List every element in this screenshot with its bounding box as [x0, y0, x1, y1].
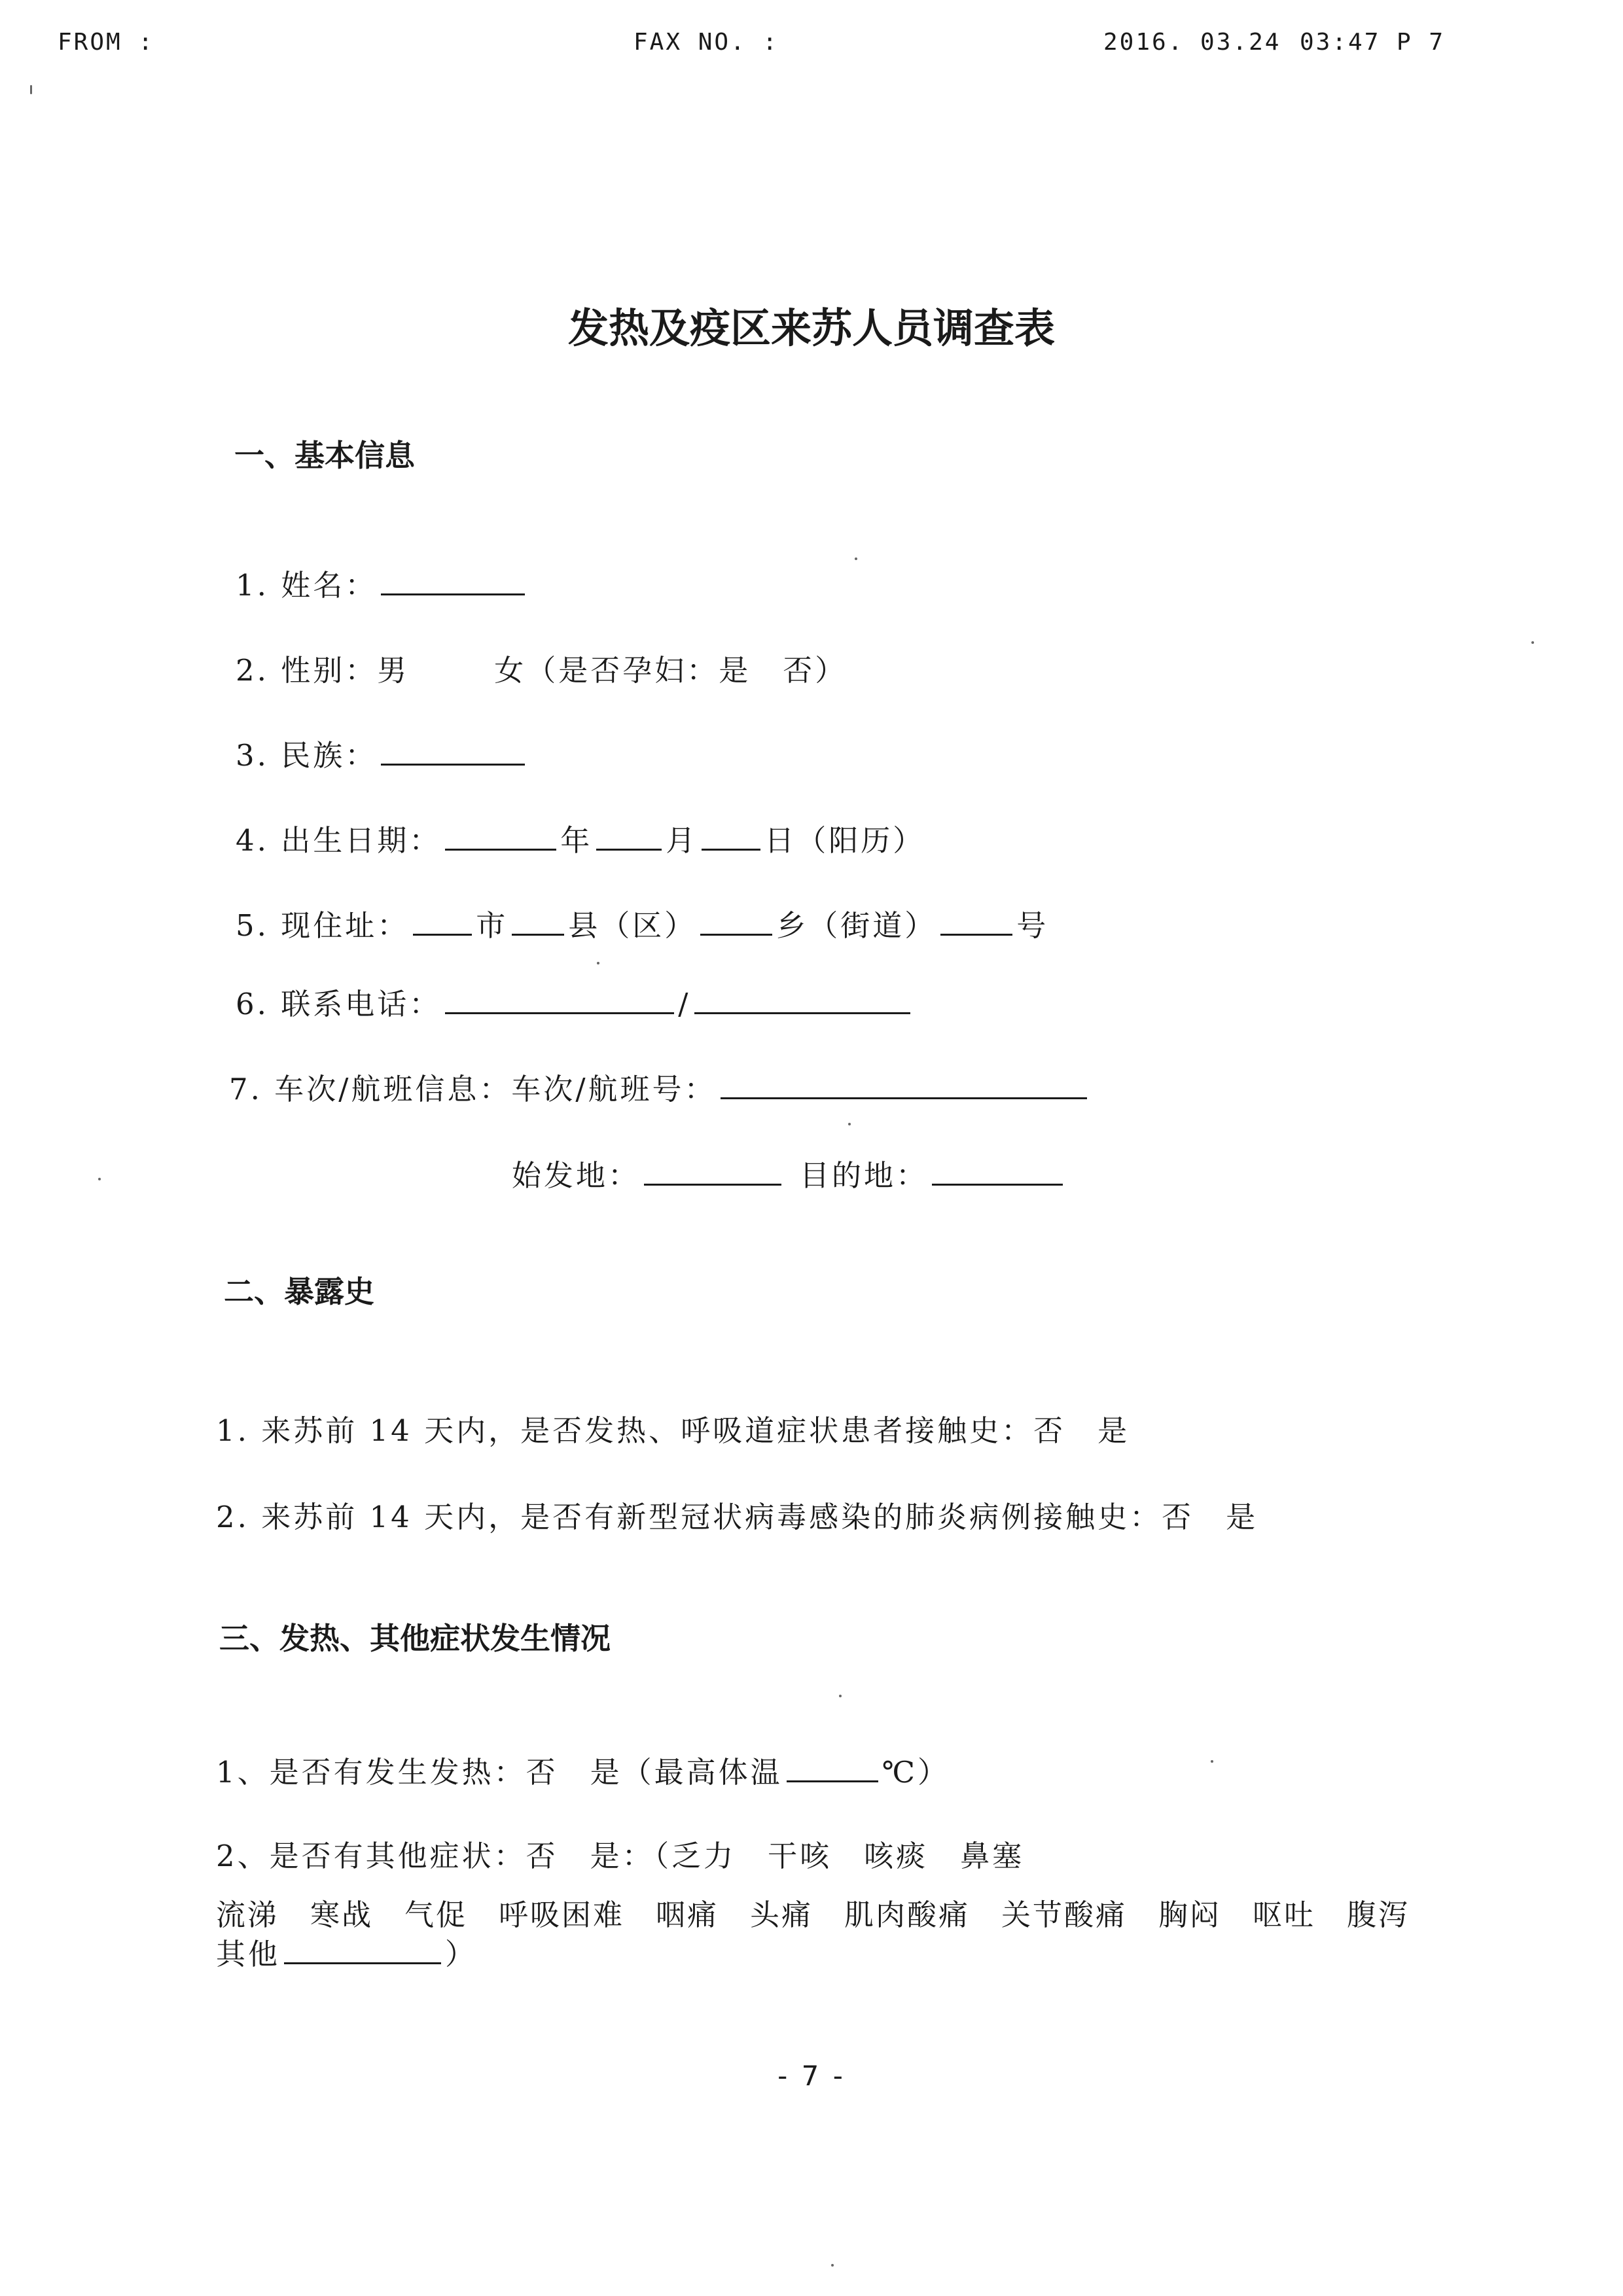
- section-basic-info-heading: 一、基本信息: [234, 438, 415, 473]
- other-symptoms-other-field: [216, 1930, 477, 1973]
- address-label: 5. 现住址：: [236, 908, 410, 943]
- form-title: 发热及疫区来苏人员调查表: [567, 304, 1055, 352]
- gender-field: [236, 646, 847, 689]
- birth-day-label: 日（阳历）: [764, 823, 925, 858]
- other-symptoms-blank[interactable]: [284, 1936, 441, 1964]
- gender-female-pregnant: 女（是否孕妇：是 否）: [494, 653, 847, 688]
- birth-year-label: 年: [560, 823, 593, 858]
- address-town-blank[interactable]: [700, 908, 772, 936]
- address-city-label: 市: [476, 908, 508, 943]
- name-label: 1. 姓名：: [236, 568, 378, 603]
- origin-blank[interactable]: [644, 1157, 781, 1186]
- trip-field: [229, 1065, 1091, 1108]
- phone-separator: /: [678, 987, 691, 1021]
- destination-blank[interactable]: [932, 1157, 1063, 1186]
- other-symptoms-other-label: 其他: [216, 1937, 281, 1971]
- phone-blank-1[interactable]: [445, 986, 674, 1014]
- destination-label: 目的地：: [800, 1158, 929, 1193]
- fever-question-unit: ℃）: [882, 1755, 950, 1790]
- gender-label-male: 2. 性别：男: [236, 653, 410, 688]
- ethnicity-blank[interactable]: [381, 737, 525, 766]
- ethnicity-label: 3. 民族：: [236, 738, 378, 773]
- scan-speck: [855, 557, 857, 560]
- scan-speck: [848, 1123, 851, 1125]
- fever-question-text: 1、是否有发生发热：否 是（最高体温: [216, 1755, 783, 1790]
- scan-speck: [1531, 641, 1534, 644]
- address-number-label: 号: [1016, 908, 1049, 943]
- origin-label: 始发地：: [512, 1158, 641, 1193]
- address-county-blank[interactable]: [512, 908, 564, 936]
- trip-label: 7. 车次/航班信息：车次/航班号：: [229, 1072, 717, 1106]
- address-county-label: 县（区）: [568, 908, 697, 943]
- address-town-label: 乡（街道）: [776, 908, 937, 943]
- address-city-blank[interactable]: [413, 908, 472, 936]
- max-temperature-blank[interactable]: [787, 1754, 878, 1782]
- scan-speck: [1211, 1760, 1213, 1763]
- trip-number-blank[interactable]: [721, 1071, 1087, 1099]
- scan-speck: [831, 2264, 834, 2267]
- name-field: [236, 561, 529, 604]
- scan-speck: [30, 85, 32, 94]
- address-field: [236, 902, 1048, 944]
- exposure-question-2: 2. 来苏前 14 天内，是否有新型冠状病毒感染的肺炎病例接触史：否 是: [216, 1500, 1258, 1534]
- origin-destination-field: [512, 1152, 1067, 1194]
- birth-year-blank[interactable]: [445, 822, 556, 851]
- section-exposure-heading: 二、暴露史: [224, 1274, 374, 1309]
- birthdate-field: [236, 817, 925, 859]
- scan-speck: [839, 1695, 842, 1697]
- other-symptoms-line-2: 流涕 寒战 气促 呼吸困难 咽痛 头痛 肌肉酸痛 关节酸痛 胸闷 呕吐 腹泻: [216, 1898, 1410, 1932]
- fax-from-label: FROM :: [58, 29, 155, 56]
- other-symptoms-close: ）: [445, 1937, 478, 1971]
- fax-time-page: 03:47 P 7: [1300, 29, 1446, 56]
- scan-speck: [98, 1178, 101, 1180]
- name-blank[interactable]: [381, 567, 525, 595]
- page-number: - 7 -: [777, 2060, 846, 2092]
- section-symptoms-heading: 三、发热、其他症状发生情况: [219, 1621, 611, 1656]
- fax-date: 2016. 03.24: [1103, 29, 1281, 56]
- scan-speck: [597, 962, 599, 964]
- address-number-blank[interactable]: [940, 908, 1012, 936]
- birthdate-label: 4. 出生日期：: [236, 823, 442, 858]
- fax-number-label: FAX NO. :: [633, 29, 779, 56]
- exposure-question-1: 1. 来苏前 14 天内，是否发热、呼吸道症状患者接触史：否 是: [216, 1413, 1130, 1448]
- phone-label: 6. 联系电话：: [236, 987, 442, 1021]
- phone-blank-2[interactable]: [694, 986, 910, 1014]
- birth-day-blank[interactable]: [702, 822, 760, 851]
- phone-field: [236, 980, 914, 1023]
- other-symptoms-line-1: 2、是否有其他症状：否 是：（乏力 干咳 咳痰 鼻塞: [216, 1839, 1025, 1873]
- fever-question: [216, 1748, 950, 1791]
- birth-month-label: 月: [666, 823, 698, 858]
- birth-month-blank[interactable]: [596, 822, 662, 851]
- ethnicity-field: [236, 732, 529, 774]
